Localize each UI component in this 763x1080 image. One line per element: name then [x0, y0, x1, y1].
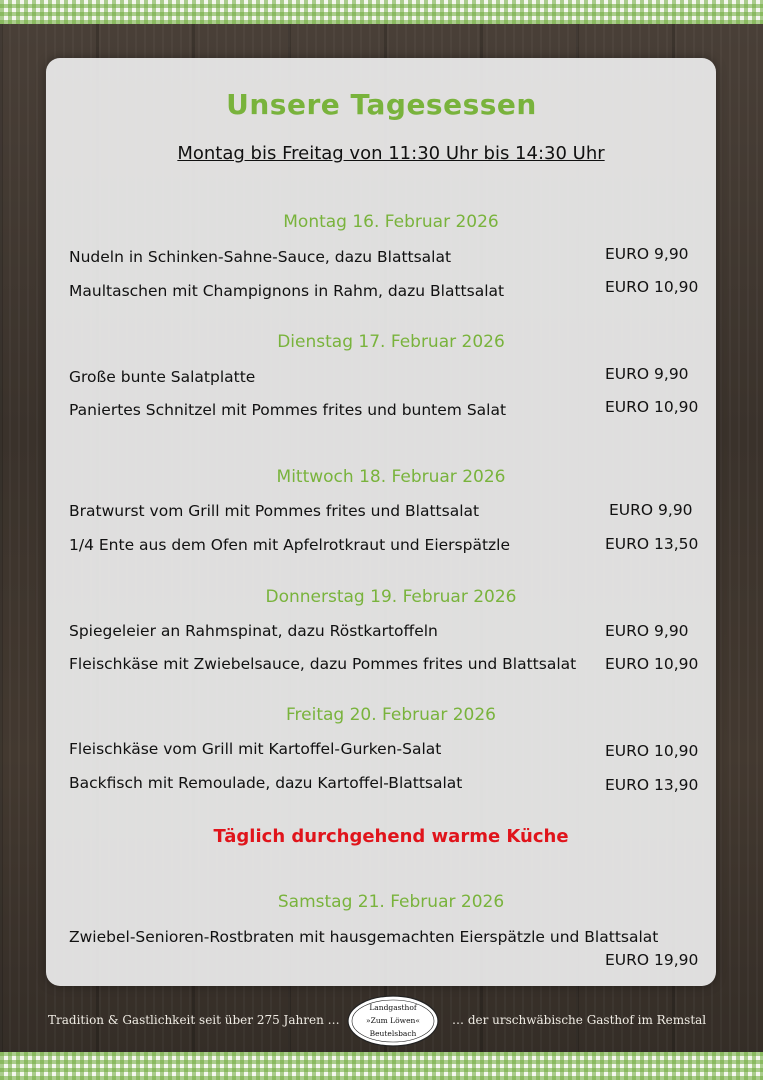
dish-price: EURO 9,90	[605, 622, 689, 640]
kitchen-notice: Täglich durchgehend warme Küche	[213, 826, 569, 847]
gingham-border-top	[0, 0, 763, 24]
dish-price: EURO 13,50	[605, 535, 699, 553]
dish-name: 1/4 Ente aus dem Ofen mit Apfelrotkraut und Eierspätzle	[69, 536, 511, 554]
dish-price: EURO 9,90	[609, 501, 693, 519]
logo-line-2: »Zum Löwen«	[366, 1016, 420, 1025]
footer-tagline-right: … der urschwäbische Gasthof im Remstal	[452, 1013, 707, 1027]
dish-price: EURO 10,90	[605, 742, 699, 760]
day-heading-saturday: Samstag 21. Februar 2026	[277, 892, 505, 912]
page-title: Unsere Tagesessen	[226, 88, 537, 121]
footer-tagline-left: Tradition & Gastlichkeit seit über 275 Jahren …	[48, 1013, 340, 1027]
dish-name: Fleischkäse vom Grill mit Kartoffel-Gurken-Salat	[69, 740, 442, 758]
dish-name: Bratwurst vom Grill mit Pommes frites und Blattsalat	[69, 502, 480, 520]
dish-price: EURO 10,90	[605, 278, 699, 296]
dish-price: EURO 9,90	[605, 365, 689, 383]
day-heading-tuesday: Dienstag 17. Februar 2026	[277, 332, 505, 352]
dish-name: Maultaschen mit Champignons in Rahm, dazu Blattsalat	[69, 282, 505, 300]
dish-name: Spiegeleier an Rahmspinat, dazu Röstkartoffeln	[69, 622, 438, 640]
day-heading-wednesday: Mittwoch 18. Februar 2026	[276, 467, 506, 487]
dish-name: Paniertes Schnitzel mit Pommes frites und buntem Salat	[69, 401, 507, 419]
logo-line-1: Landgasthof	[369, 1003, 417, 1012]
day-heading-thursday: Donnerstag 19. Februar 2026	[265, 587, 517, 607]
dish-price: EURO 10,90	[605, 655, 699, 673]
dish-name: Fleischkäse mit Zwiebelsauce, dazu Pommes frites und Blattsalat	[69, 655, 577, 673]
day-heading-monday: Montag 16. Februar 2026	[283, 212, 499, 232]
dish-price: EURO 13,90	[605, 776, 699, 794]
dish-price: EURO 9,90	[605, 245, 689, 263]
dish-name: Nudeln in Schinken-Sahne-Sauce, dazu Blattsalat	[69, 248, 452, 266]
logo-line-3: Beutelsbach	[369, 1029, 417, 1038]
opening-hours: Montag bis Freitag von 11:30 Uhr bis 14:30 Uhr	[177, 143, 605, 164]
dish-name: Zwiebel-Senioren-Rostbraten mit hausgemachten Eierspätzle und Blattsalat	[69, 928, 659, 946]
dish-name: Große bunte Salatplatte	[69, 368, 256, 386]
day-heading-friday: Freitag 20. Februar 2026	[286, 705, 496, 725]
dish-price: EURO 10,90	[605, 398, 699, 416]
dish-name: Backfisch mit Remoulade, dazu Kartoffel-Blattsalat	[69, 774, 463, 792]
gingham-border-bottom	[0, 1052, 763, 1080]
gasthof-logo	[346, 994, 440, 1048]
dish-price: EURO 19,90	[605, 951, 699, 969]
